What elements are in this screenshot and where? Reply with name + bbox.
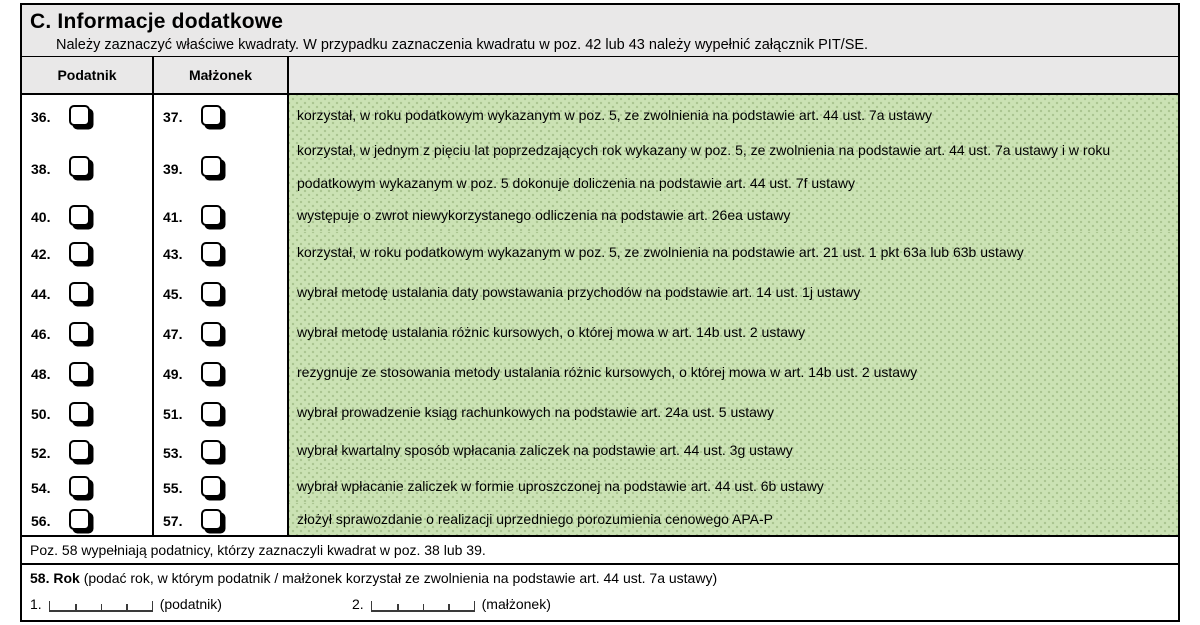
checkbox-row	[22, 232, 1178, 272]
checkbox-57[interactable]	[201, 509, 222, 530]
description-cell	[289, 469, 1178, 503]
row-number-podatnik: 40.	[31, 209, 51, 225]
description-cell	[289, 95, 1178, 135]
year-inputs-row	[30, 597, 1170, 612]
checkbox-row	[22, 392, 1178, 432]
section-c-form	[20, 3, 1180, 622]
description-cell	[289, 503, 1178, 535]
checkbox-row	[22, 272, 1178, 312]
checkbox-51[interactable]	[201, 402, 222, 423]
checkbox-45[interactable]	[201, 282, 222, 303]
row-number-malzonek: 47.	[163, 326, 183, 342]
malzonek-cell	[154, 272, 289, 312]
row-number-malzonek: 49.	[163, 366, 183, 382]
row-number-malzonek: 43.	[163, 246, 183, 262]
year-input-podatnik-number: 1.	[30, 596, 42, 612]
row-number-malzonek: 37.	[163, 109, 183, 125]
podatnik-cell	[22, 272, 154, 312]
checkbox-41[interactable]	[201, 205, 222, 226]
row-number-malzonek: 45.	[163, 286, 183, 302]
malzonek-cell	[154, 312, 289, 352]
description-cell	[289, 135, 1178, 198]
checkbox-row	[22, 95, 1178, 135]
row-description: wybrał metodę ustalania różnic kursowych, o której mowa w art. 14b ust. 2 ustawy	[297, 323, 806, 340]
note-poz58	[22, 535, 1178, 563]
malzonek-cell	[154, 232, 289, 272]
description-cell	[289, 198, 1178, 232]
checkbox-56[interactable]	[69, 509, 90, 530]
column-headers	[22, 57, 1178, 95]
row-number-malzonek: 41.	[163, 209, 183, 225]
row-description: wybrał wpłacanie zaliczek w formie uproszczonej na podstawie art. 44 ust. 6b ustawy	[297, 477, 824, 494]
malzonek-cell	[154, 469, 289, 503]
comb-tick	[126, 604, 128, 610]
year-input-group-podatnik	[30, 597, 222, 612]
checkbox-row	[22, 135, 1178, 198]
podatnik-cell	[22, 392, 154, 432]
comb-tick	[75, 604, 77, 610]
year-input-podatnik-label: (podatnik)	[159, 596, 222, 612]
year-input-malzonek-number: 2.	[351, 596, 364, 612]
malzonek-cell	[154, 392, 289, 432]
checkbox-49[interactable]	[201, 362, 222, 383]
malzonek-cell	[154, 352, 289, 392]
comb-tick	[101, 604, 103, 610]
year-input-podatnik[interactable]	[49, 601, 153, 612]
description-cell	[289, 312, 1178, 352]
row-number-podatnik: 44.	[31, 286, 51, 302]
row-number-podatnik: 50.	[31, 406, 51, 422]
year-input-group-malzonek	[352, 597, 551, 612]
podatnik-cell	[22, 198, 154, 232]
row-description: wybrał kwartalny sposób wpłacania zaliczek na podstawie art. 44 ust. 3g ustawy	[297, 442, 793, 458]
row-number-malzonek: 51.	[163, 406, 183, 422]
comb-tick	[423, 604, 425, 610]
column-header-description	[289, 57, 1178, 93]
checkbox-row	[22, 432, 1178, 469]
field-58-section	[22, 563, 1178, 620]
checkbox-54[interactable]	[69, 476, 90, 497]
podatnik-cell	[22, 469, 154, 503]
row-number-podatnik: 54.	[31, 480, 51, 496]
description-cell	[289, 272, 1178, 312]
malzonek-cell	[154, 432, 289, 469]
checkbox-55[interactable]	[201, 476, 222, 497]
checkbox-row	[22, 469, 1178, 503]
field-58-label-bold: 58. Rok	[30, 570, 80, 586]
checkbox-37[interactable]	[201, 105, 222, 126]
row-number-podatnik: 38.	[31, 160, 51, 177]
note-poz58-text: Poz. 58 wypełniają podatnicy, którzy zaznaczyli kwadrat w poz. 38 lub 39.	[30, 542, 486, 558]
checkbox-52[interactable]	[69, 440, 90, 461]
description-cell	[289, 352, 1178, 392]
checkbox-46[interactable]	[69, 322, 90, 343]
row-number-malzonek: 53.	[163, 444, 183, 461]
section-subtitle: Należy zaznaczyć właściwe kwadraty. W przypadku zaznaczenia kwadratu w poz. 42 lub 43 należy wypełnić załącznik PIT/SE.	[56, 37, 869, 53]
description-cell	[289, 232, 1178, 272]
malzonek-cell	[154, 135, 289, 198]
checkbox-rows	[22, 95, 1178, 535]
row-description: złożył sprawozdanie o realizacji uprzedniego porozumienia cenowego APA-P	[297, 510, 774, 527]
malzonek-cell	[154, 503, 289, 535]
field-58-label-rest: (podać rok, w którym podatnik / małżonek korzystał ze zwolnienia na podstawie art. 44 ust. 7a ustawy)	[79, 570, 718, 586]
checkbox-row	[22, 312, 1178, 352]
description-cell	[289, 392, 1178, 432]
comb-tick	[397, 604, 399, 610]
checkbox-47[interactable]	[201, 322, 222, 343]
podatnik-cell	[22, 503, 154, 535]
podatnik-cell	[22, 432, 154, 469]
description-cell	[289, 432, 1178, 469]
podatnik-cell	[22, 232, 154, 272]
checkbox-43[interactable]	[201, 242, 222, 263]
year-input-malzonek-label: (małżonek)	[481, 596, 551, 612]
section-title: C. Informacje dodatkowe	[30, 10, 284, 33]
checkbox-50[interactable]	[69, 402, 90, 423]
checkbox-38[interactable]	[69, 156, 90, 177]
checkbox-36[interactable]	[69, 105, 90, 126]
checkbox-40[interactable]	[69, 205, 90, 226]
row-number-podatnik: 46.	[31, 326, 51, 342]
checkbox-row	[22, 198, 1178, 232]
row-number-malzonek: 57.	[163, 513, 183, 529]
field-58-label	[30, 569, 1170, 588]
podatnik-cell	[22, 95, 154, 135]
row-number-malzonek: 39.	[163, 160, 183, 177]
checkbox-39[interactable]	[201, 156, 222, 177]
year-input-malzonek[interactable]	[371, 601, 475, 612]
column-header-podatnik: Podatnik	[22, 57, 154, 93]
row-description: korzystał, w jednym z pięciu lat poprzedzających rok wykazany w poz. 5, ze zwolnienia na podstawie art. 44 ust. 7a ustawy i w roku podatkowym wykazanym w poz. 5 dokonuje doliczenia na podstawie art. 44 ust. 7f ustawy	[297, 141, 1111, 191]
checkbox-42[interactable]	[69, 242, 90, 263]
checkbox-row	[22, 503, 1178, 535]
row-number-podatnik: 48.	[31, 366, 51, 382]
checkbox-53[interactable]	[201, 440, 222, 461]
row-description: korzystał, w roku podatkowym wykazanym w poz. 5, ze zwolnienia na podstawie art. 21 ust. 1 pkt 63a lub 63b ustawy	[297, 243, 1024, 260]
podatnik-cell	[22, 352, 154, 392]
podatnik-cell	[22, 135, 154, 198]
checkbox-row	[22, 352, 1178, 392]
column-header-malzonek: Małżonek	[154, 57, 289, 93]
row-number-malzonek: 55.	[163, 480, 183, 496]
malzonek-cell	[154, 198, 289, 232]
row-number-podatnik: 56.	[31, 513, 51, 529]
checkbox-48[interactable]	[69, 362, 90, 383]
checkbox-44[interactable]	[69, 282, 90, 303]
row-description: występuje o zwrot niewykorzystanego odliczenia na podstawie art. 26ea ustawy	[297, 206, 791, 223]
comb-tick	[448, 604, 450, 610]
row-number-podatnik: 42.	[31, 246, 51, 262]
row-number-podatnik: 36.	[31, 109, 51, 125]
row-description: rezygnuje ze stosowania metody ustalania różnic kursowych, o której mowa w art. 14b ust. 2 ustawy	[297, 363, 918, 380]
row-number-podatnik: 52.	[31, 444, 51, 461]
row-description: wybrał metodę ustalania daty powstawania przychodów na podstawie art. 14 ust. 1j ustawy	[297, 283, 861, 300]
podatnik-cell	[22, 312, 154, 352]
row-description: wybrał prowadzenie ksiąg rachunkowych na podstawie art. 24a ust. 5 ustawy	[297, 403, 775, 420]
row-description: korzystał, w roku podatkowym wykazanym w poz. 5, ze zwolnienia na podstawie art. 44 ust. 7a ustawy	[297, 106, 932, 123]
malzonek-cell	[154, 95, 289, 135]
section-header	[22, 5, 1178, 57]
